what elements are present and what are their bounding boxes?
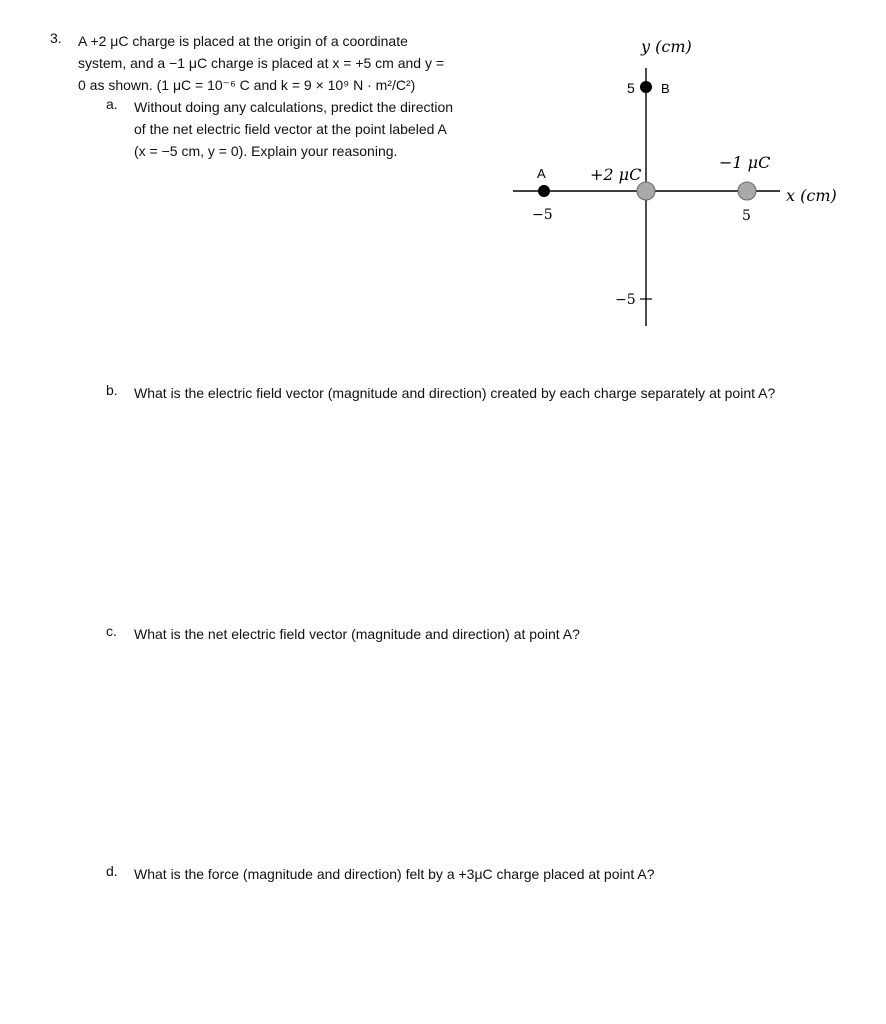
charge-origin (637, 182, 655, 200)
charge-origin-label: +2 μC (590, 165, 642, 184)
part-c-question: What is the net electric field vector (magnitude and direction) at point A? (134, 626, 580, 642)
intro-line: 0 as shown. (1 μC = 10⁻⁶ C and k = 9 × 10⁹ N · m²/C²) (78, 77, 416, 93)
x-tick-left-label: −5 (532, 207, 553, 223)
intro-line: A +2 μC charge is placed at the origin of a coordinate (78, 33, 408, 49)
charge-right (738, 182, 756, 200)
intro-line: system, and a −1 μC charge is placed at x = +5 cm and y = (78, 55, 445, 71)
part-b-question: What is the electric field vector (magnitude and direction) created by each charge separately at point A? (134, 385, 776, 401)
y-axis-label: y (cm) (641, 37, 692, 56)
part-a-line: (x = −5 cm, y = 0). Explain your reasoning. (134, 143, 398, 159)
point-a-marker (538, 185, 550, 197)
point-b-marker (640, 81, 652, 93)
problem-number: 3. (50, 30, 62, 46)
part-d-question: What is the force (magnitude and direction) felt by a +3μC charge placed at point A? (134, 866, 655, 882)
part-c-letter: c. (106, 623, 117, 639)
part-d-letter: d. (106, 863, 118, 879)
x-axis-label: x (cm) (786, 186, 837, 205)
point-b-label: B (661, 81, 670, 96)
point-a-label: A (537, 166, 546, 181)
charge-right-label: −1 μC (719, 153, 771, 172)
y-tick-top-label: 5 (627, 80, 635, 96)
y-tick-bottom-label: −5 (615, 292, 636, 308)
part-b-letter: b. (106, 382, 118, 398)
x-tick-right-label: 5 (742, 208, 751, 224)
part-a-line: of the net electric field vector at the point labeled A (134, 121, 447, 137)
part-a-line: Without doing any calculations, predict the direction (134, 99, 454, 115)
part-a-letter: a. (106, 96, 118, 112)
